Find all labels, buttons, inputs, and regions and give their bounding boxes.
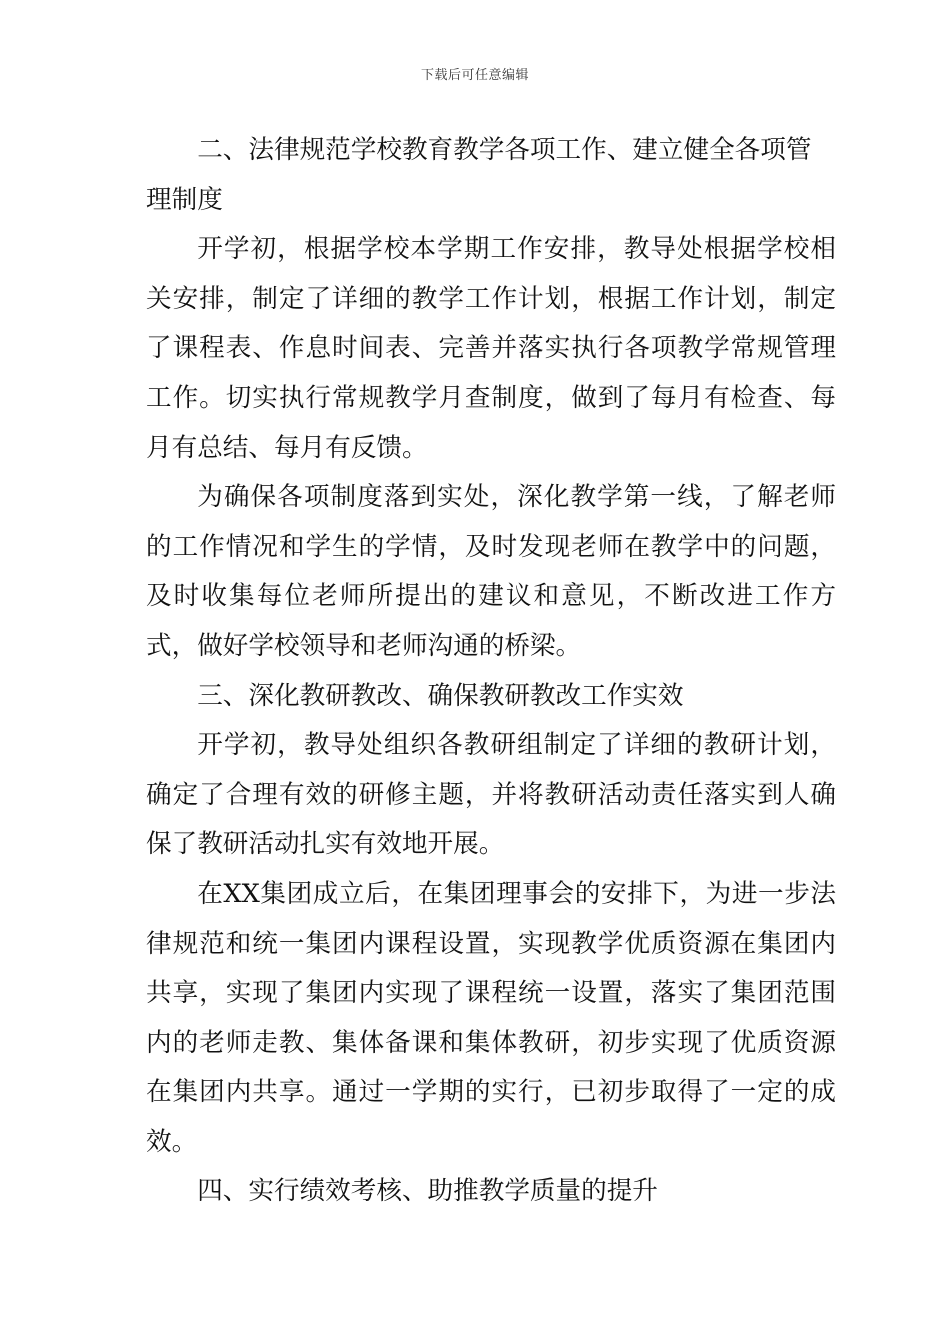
section-heading-2: 二、法律规范学校教育教学各项工作、建立健全各项管理制度	[146, 135, 812, 215]
paragraph-2: 为确保各项制度落到实处，深化教学第一线，了解老师的工作情况和学生的学情，及时发现老师在教学中的问题，及时收集每位老师所提出的建议和意见，不断改进工作方式，做好学校领导和老师沟通的桥梁。	[146, 482, 836, 661]
document-body	[146, 126, 836, 1217]
paragraph-4: 在XX集团成立后，在集团理事会的安排下，为进一步法律规范和统一集团内课程设置，实现教学优质资源在集团内共享，实现了集团内实现了课程统一设置，落实了集团范围内的老师走教、集体备课和集体教研，初步实现了优质资源在集团内共享。通过一学期的实行，已初步取得了一定的成效。	[146, 878, 836, 1157]
section-heading-4: 四、实行绩效考核、助推教学质量的提升	[197, 1176, 658, 1207]
paragraph-1: 开学初，根据学校本学期工作安排，教导处根据学校相关安排，制定了详细的教学工作计划，根据工作计划，制定了课程表、作息时间表、完善并落实执行各项教学常规管理工作。切实执行常规教学月查制度，做到了每月有检查、每月有总结、每月有反馈。	[146, 234, 836, 463]
page-header: 下载后可任意编辑	[420, 68, 529, 83]
section-heading-3: 三、深化教研教改、确保教研教改工作实效	[197, 680, 684, 711]
paragraph-3: 开学初，教导处组织各教研组制定了详细的教研计划，确定了合理有效的研修主题，并将教研活动责任落实到人确保了教研活动扎实有效地开展。	[146, 730, 836, 860]
